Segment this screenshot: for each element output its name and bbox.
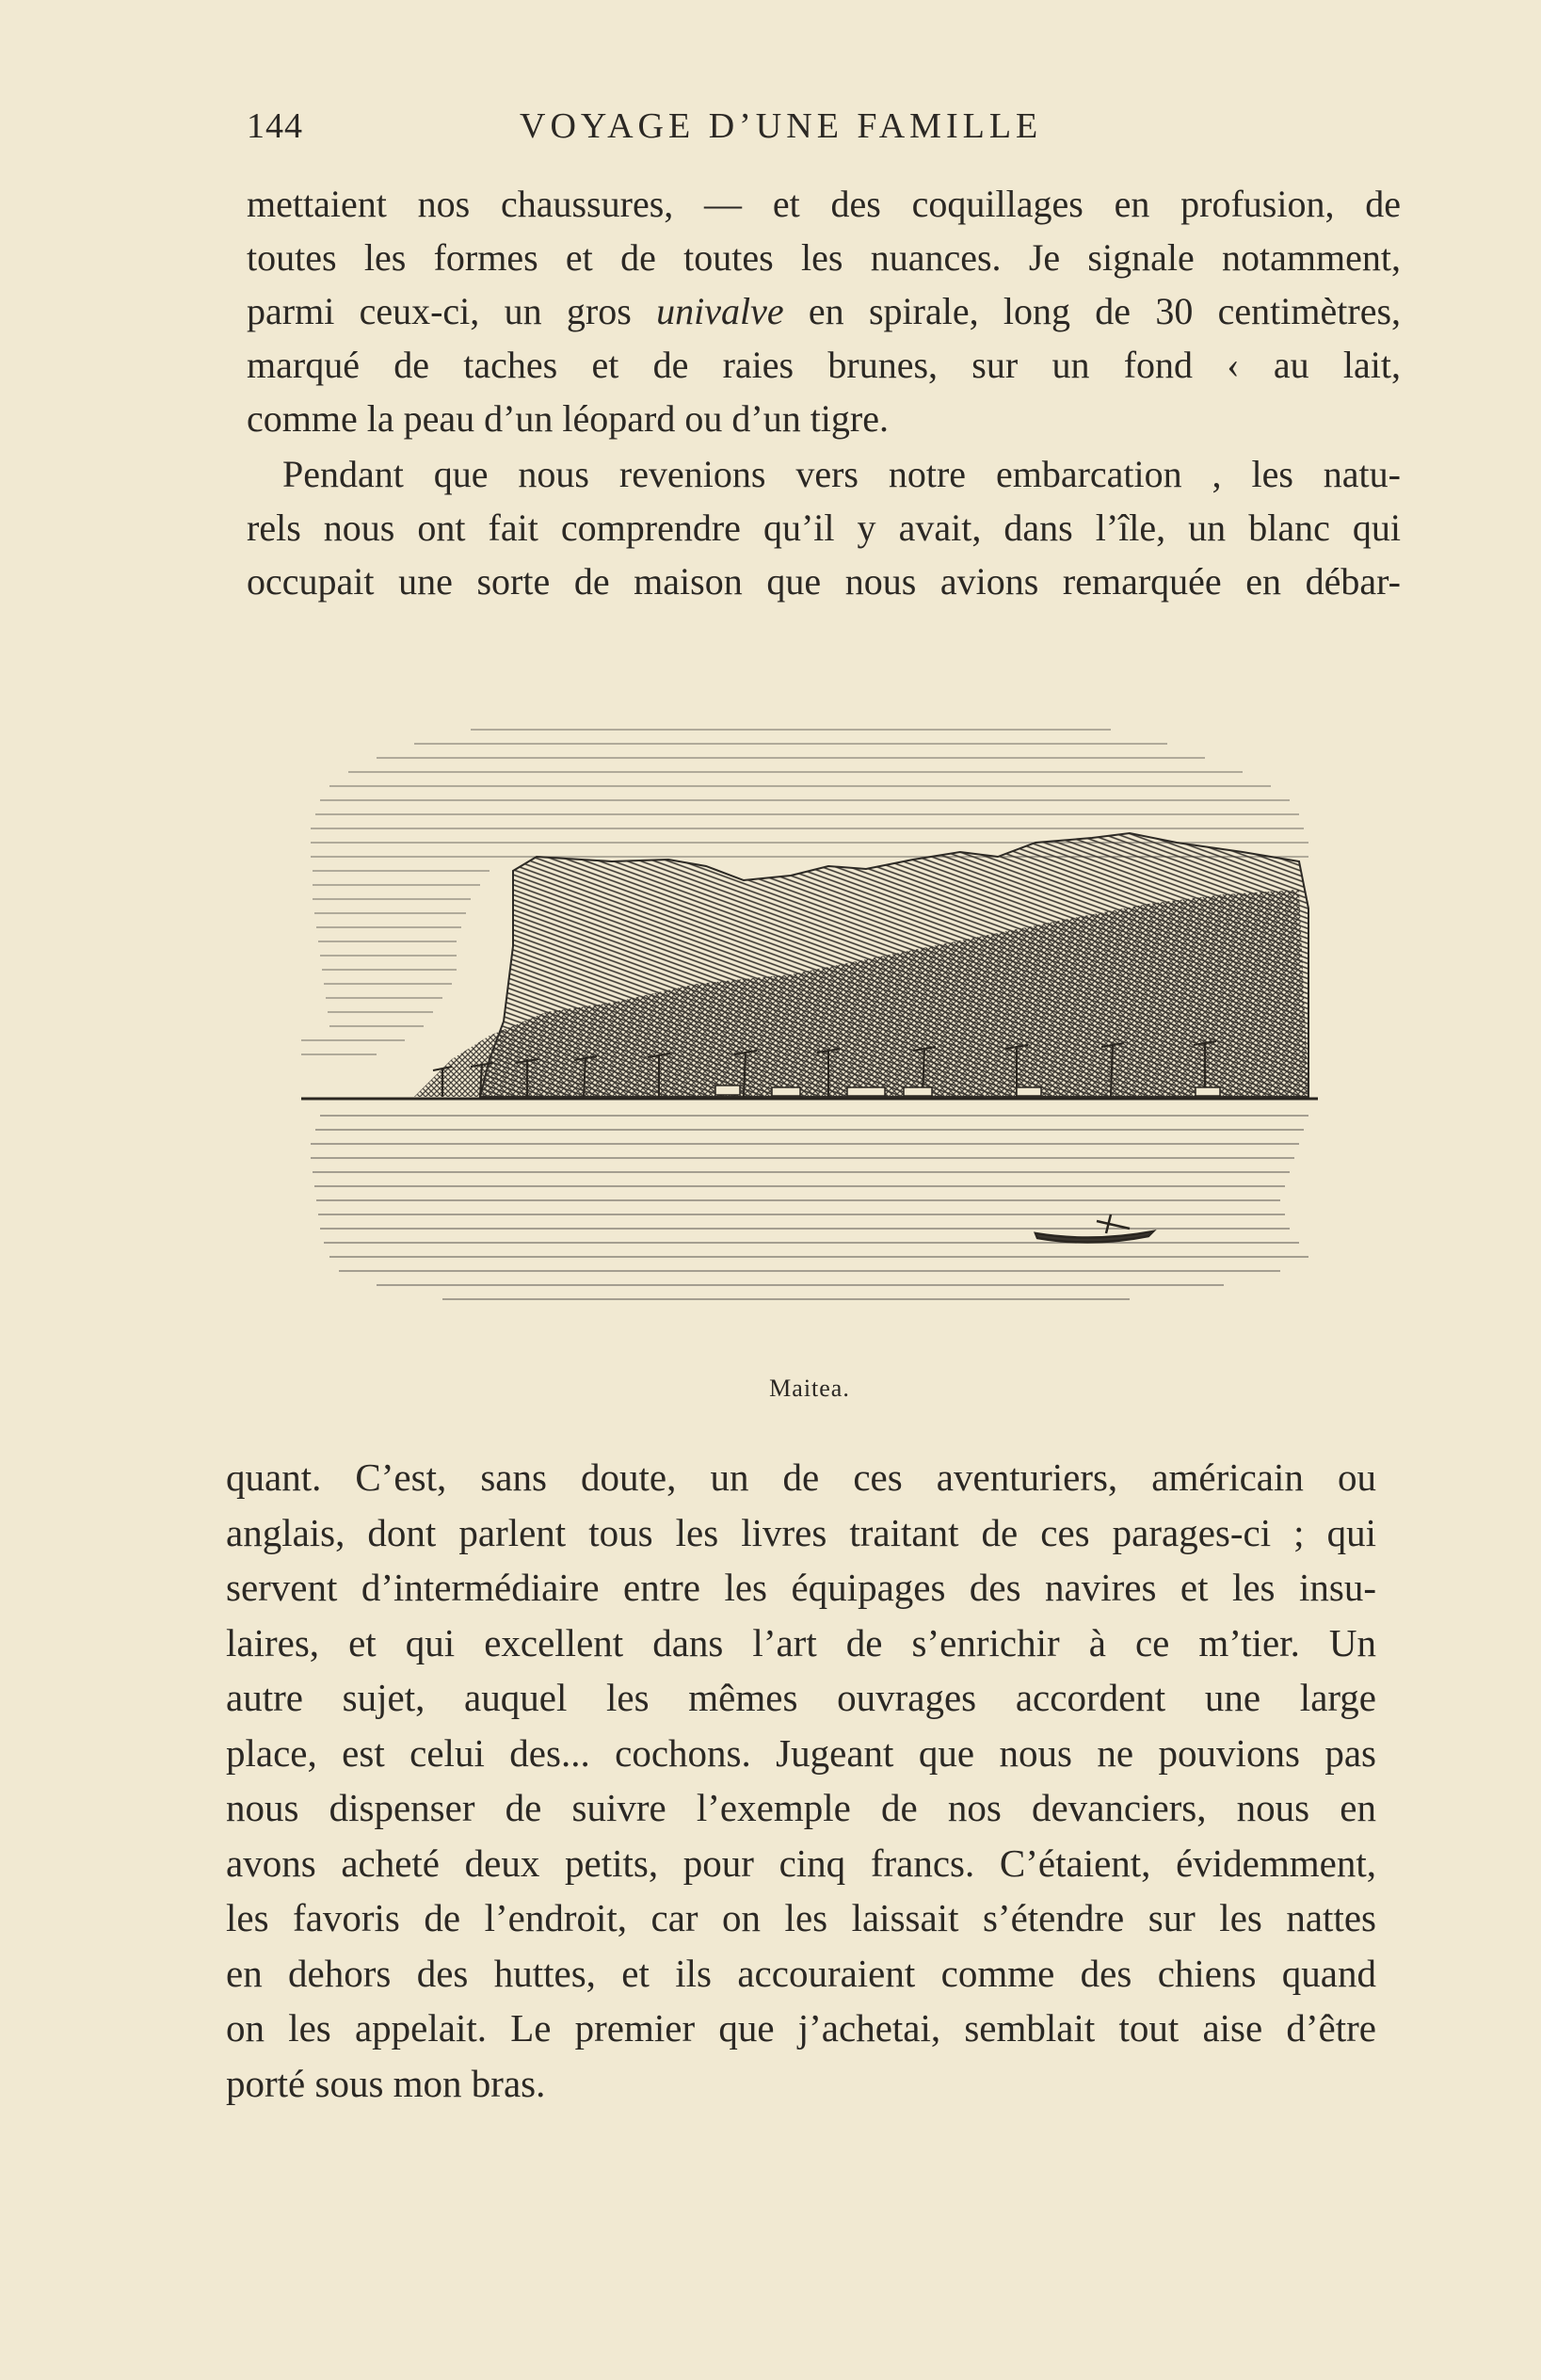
text-line: mettaient nos chaussures, — et des coquillages en profusion, de (247, 183, 1401, 225)
page-number: 144 (247, 106, 303, 146)
text-line: Pendant que nous revenions vers notre embarcation , les natu- (282, 453, 1401, 495)
text-line: laires, et qui excellent dans l’art de s’enrichir à ce m’tier. Un (226, 1620, 1376, 1664)
figure-caption: Maitea. (769, 1375, 850, 1402)
sea (311, 1116, 1308, 1299)
text-line: rels nous ont fait comprendre qu’il y avait, dans l’île, un blanc qui (247, 507, 1401, 549)
text-line: quant. C’est, sans doute, un de ces aventuriers, américain ou (226, 1455, 1376, 1499)
text-fragment: en spirale, long de 30 centimètres, (808, 290, 1402, 332)
text-line: les favoris de l’endroit, car on les laissait s’étendre sur les nattes (226, 1896, 1376, 1939)
paragraph-2 (247, 447, 1401, 608)
paragraph-3 (226, 1450, 1376, 2111)
text-line: on les appelait. Le premier que j’achetai, semblait tout aise d’être (226, 2006, 1376, 2050)
text-line: occupait une sorte de maison que nous avions remarquée en débar- (247, 560, 1401, 603)
text-line: comme la peau d’un léopard ou d’un tigre. (247, 397, 889, 440)
text-line: toutes les formes et de toutes les nuances. Je signale notamment, (247, 236, 1401, 279)
paragraph-1 (247, 177, 1401, 445)
text-line: autre sujet, auquel les mêmes ouvrages accordent une large (226, 1676, 1376, 1719)
text-line: place, est celui des... cochons. Jugeant que nous ne pouvions pas (226, 1730, 1376, 1775)
text-fragment: parmi ceux-ci, un gros (247, 290, 632, 332)
text-line: anglais, dont parlent tous les livres traitant de ces parages-ci ; qui (226, 1510, 1376, 1554)
island-engraving (301, 701, 1327, 1351)
text-line (247, 284, 1401, 338)
text-line: porté sous mon bras. (226, 2061, 546, 2105)
italic-term: univalve (656, 290, 784, 332)
running-head (247, 105, 1406, 153)
text-line: avons acheté deux petits, pour cinq francs. C’étaient, évidemment, (226, 1841, 1376, 1885)
text-line: marqué de taches et de raies brunes, sur un fond ‹ au lait, (247, 344, 1401, 386)
running-title: VOYAGE D’UNE FAMILLE (520, 106, 1043, 146)
text-line: en dehors des huttes, et ils accouraient comme des chiens quand (226, 1951, 1376, 1995)
text-line: servent d’intermédiaire entre les équipages des navires et les insu- (226, 1566, 1376, 1609)
text-line: nous dispenser de suivre l’exemple de nos devanciers, nous en (226, 1786, 1376, 1829)
